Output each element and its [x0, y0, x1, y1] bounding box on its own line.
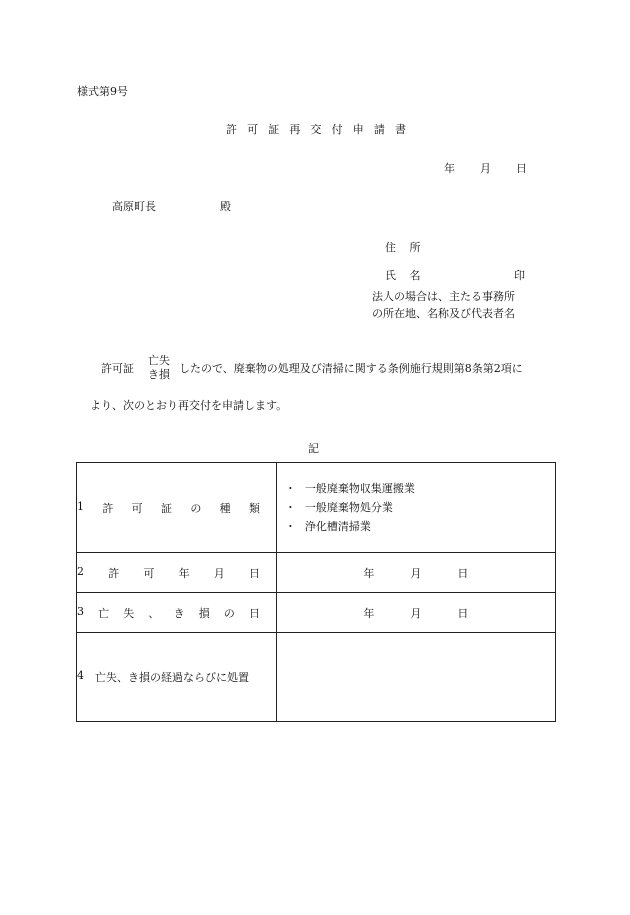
label-char: の	[223, 606, 235, 620]
details-table	[76, 462, 556, 722]
bullet: ・	[284, 520, 296, 533]
title-char: 可	[247, 123, 259, 136]
body-options	[148, 354, 170, 382]
corporation-note-line2: の所在地、名称及び代表者名	[372, 307, 515, 320]
date-day: 日	[457, 606, 469, 620]
label-char: き	[173, 606, 185, 620]
title-char: 付	[331, 123, 343, 136]
permit-types-list	[277, 479, 555, 536]
label-char: 年	[178, 566, 190, 580]
date-year: 年	[363, 566, 375, 580]
row-label	[77, 463, 277, 553]
label-text: 亡失、き損の経過ならびに処置	[95, 671, 249, 684]
body-line1: したので、廃棄物の処理及び清掃に関する条例施行規則第8条第2項に	[179, 362, 523, 375]
row-number: 3	[77, 604, 84, 618]
bullet: ・	[284, 482, 296, 495]
title-char: 書	[395, 123, 406, 136]
title-char: 許	[226, 123, 237, 136]
permit-type: 浄化槽清掃業	[304, 520, 371, 533]
address-label-char: 住	[385, 241, 396, 254]
list-item	[285, 517, 555, 536]
row-number: 4	[77, 669, 84, 682]
name-label	[385, 270, 421, 281]
date-day: 日	[516, 162, 527, 175]
date-month: 月	[480, 162, 491, 175]
ki-heading: 記	[308, 442, 319, 455]
row-label	[77, 553, 277, 593]
title-char: 証	[268, 123, 280, 136]
corporation-note-line1: 法人の場合は、主たる事務所	[372, 290, 515, 303]
label-char: 可	[131, 501, 143, 515]
loss-date-cell	[276, 593, 555, 633]
label-char: 可	[143, 566, 155, 580]
option-damage: き損	[148, 368, 170, 381]
label-char: 許	[102, 501, 114, 515]
list-item	[285, 479, 555, 498]
label-char: 種	[219, 501, 231, 515]
row-label	[77, 633, 277, 722]
label-char: 損	[198, 606, 210, 620]
table-row	[77, 633, 556, 722]
title-char: 請	[373, 123, 385, 136]
name-label-char: 氏	[385, 269, 396, 282]
label-char: 亡	[98, 606, 110, 620]
permit-date-cell	[276, 553, 555, 593]
date-year: 年	[444, 162, 455, 175]
label-char: の	[190, 501, 202, 515]
table-row	[77, 553, 556, 593]
form-number: 様式第9号	[77, 85, 128, 98]
table-row	[77, 463, 556, 553]
addressee	[112, 201, 156, 212]
label-char: 類	[248, 501, 260, 515]
name-label-char: 名	[409, 269, 421, 282]
date-day: 日	[457, 566, 469, 580]
date-month: 月	[410, 566, 422, 580]
permit-types-cell	[276, 463, 555, 553]
title-char: 申	[352, 123, 364, 136]
permit-type: 一般廃棄物処分業	[304, 501, 393, 514]
label-char: 証	[160, 501, 172, 515]
label-char: 失	[123, 606, 135, 620]
label-char: 日	[248, 606, 260, 620]
title-char: 再	[289, 123, 301, 136]
row-number: 2	[77, 564, 84, 578]
circumstances-cell	[276, 633, 555, 722]
title-char: 交	[310, 123, 322, 136]
label-char: 月	[213, 566, 225, 580]
row-label	[77, 593, 277, 633]
label-char: 許	[108, 566, 120, 580]
addressee-honorific: 殿	[220, 200, 231, 213]
address-label	[385, 242, 421, 253]
addressee-name: 高原町長	[112, 200, 156, 213]
date-month: 月	[410, 606, 422, 620]
document-title	[226, 124, 406, 135]
body-prefix: 許可証	[101, 362, 134, 375]
date-year: 年	[363, 606, 375, 620]
option-loss: 亡失	[148, 354, 170, 367]
bullet: ・	[284, 501, 296, 514]
label-char: 日	[248, 566, 260, 580]
row-number: 1	[77, 499, 84, 513]
table-row	[77, 593, 556, 633]
address-label-char: 所	[409, 241, 421, 254]
list-item	[285, 498, 555, 517]
body-line2: より、次のとおり再交付を申請します。	[90, 399, 288, 412]
permit-type: 一般廃棄物収集運搬業	[304, 482, 415, 495]
label-char: 、	[148, 606, 160, 620]
seal-mark: 印	[514, 269, 525, 282]
